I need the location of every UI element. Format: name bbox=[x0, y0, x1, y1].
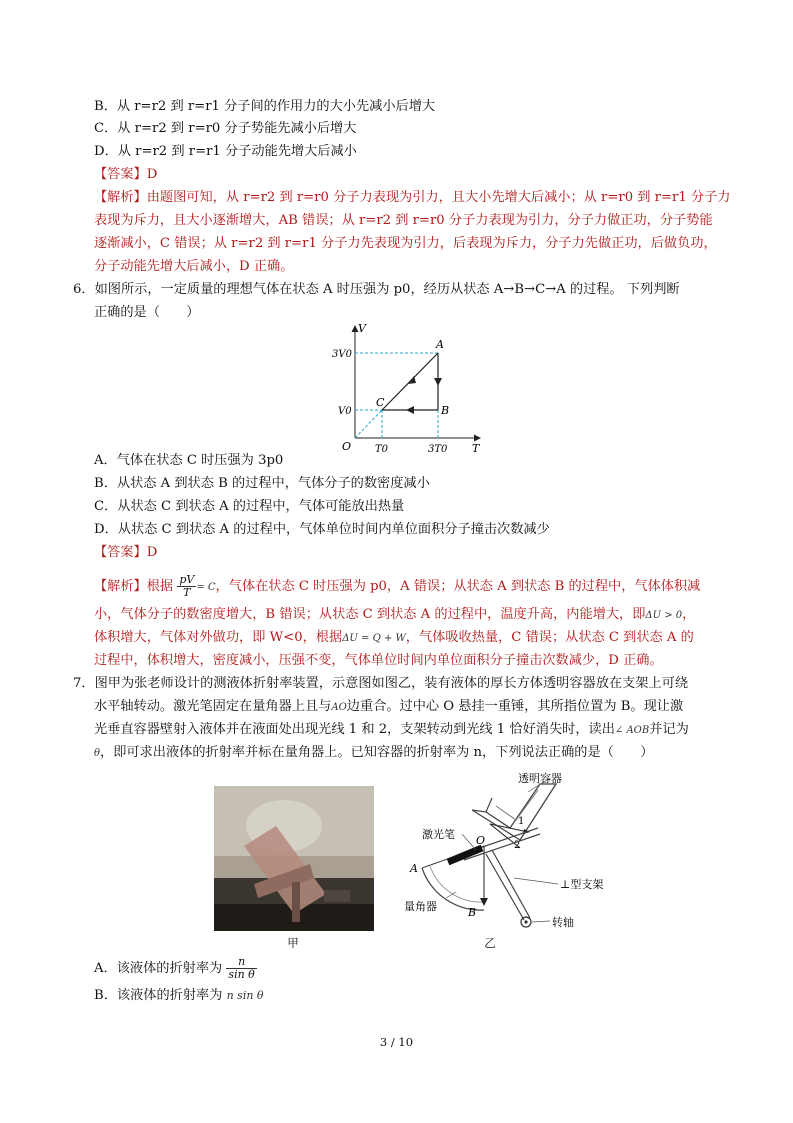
label-bracket: ⊥型支架 bbox=[560, 878, 604, 891]
q6-explanation-text-3b: ，气体吸收热量，C 错误；从状态 C 到状态 A 的 bbox=[405, 630, 694, 645]
q5-option-b: B．从 r=r2 到 r=r1 分子间的作用力的大小先减小后增大 bbox=[94, 99, 436, 114]
q5-explanation-text-1: 由题图可知，从 r=r2 到 r=r0 分子力表现为引力，且大小先增大后减小；从 r=r0 到 r=r1 分子力 bbox=[146, 190, 731, 205]
q5-explanation-line-3: 逐渐减小，C 错误；从 r=r2 到 r=r1 分子力先表现为引力，后表现为斥力，分子力先做正功，后做负功， bbox=[94, 236, 717, 251]
container-left-wall bbox=[472, 798, 492, 812]
caption-figure-b: 乙 bbox=[484, 936, 496, 950]
q7-stem-line-1: 7．图甲为张老师设计的测液体折射率装置，示意图如图乙，装有液体的厚长方体透明容器放在支架上可绕 bbox=[73, 676, 689, 691]
point-b-label: B bbox=[441, 404, 450, 417]
caption-figure-a: 甲 bbox=[287, 936, 299, 950]
schematic-diagram bbox=[400, 770, 620, 935]
arrow-a-to-b bbox=[434, 378, 442, 386]
q6-explanation-text-3a: 体积增大，气体对外做功，即 W<0，根据 bbox=[94, 630, 343, 645]
guide-origin-line bbox=[355, 410, 382, 438]
container-inner bbox=[496, 790, 538, 820]
q6-explanation-text-2a: 小，气体分子的数密度增大，B 错误；从状态 C 到状态 A 的过程中，温度升高，内能增大，即 bbox=[94, 607, 646, 622]
v-axis-label: V bbox=[358, 322, 366, 335]
ray-2-label: 2 bbox=[514, 840, 521, 851]
q6-explanation-line-2 bbox=[94, 606, 695, 625]
q6-option-b: B．从状态 A 到状态 B 的过程中，气体分子的数密度减小 bbox=[94, 476, 430, 491]
arrow-b-to-c bbox=[406, 406, 414, 414]
symbol-theta: θ bbox=[94, 748, 101, 759]
q7-stem-text-4: ，即可求出液体的折射率并标在量角器上。已知容器的折射率为 n，下列说法正确的是（ ） bbox=[100, 745, 654, 760]
ideal-gas-fraction bbox=[177, 574, 196, 599]
tick-v0: V0 bbox=[338, 406, 352, 417]
formula-first-law: ΔU = Q + W bbox=[342, 633, 406, 644]
q6-explanation-line-4: 过程中，体积增大，密度减小，压强不变，气体单位时间内单位面积分子撞击次数减少，D 正确。 bbox=[94, 653, 663, 668]
photo-apparatus bbox=[214, 786, 374, 931]
q5-explanation-line-1 bbox=[94, 189, 730, 207]
q7-option-a-numerator: n bbox=[226, 956, 256, 969]
axle-center bbox=[524, 920, 527, 923]
q5-explanation-line-4: 分子动能先增大后减小，D 正确。 bbox=[94, 259, 294, 274]
q7-stem-text-2a: 水平轴转动。激光笔固定在量角器上且与 bbox=[94, 699, 332, 714]
q5-option-c: C．从 r=r2 到 r=r0 分子势能先减小后增大 bbox=[94, 121, 357, 136]
leader-axle bbox=[532, 921, 550, 922]
q7-stem-text-2b: 边重合。过中心 O 悬挂一重锤，其所指位置为 B。现让激 bbox=[346, 699, 684, 714]
ray-1-label: 1 bbox=[518, 816, 525, 827]
q6-stem-line-1: 6．如图所示，一定质量的理想气体在状态 A 时压强为 p0，经历从状态 A→B→C→A 的过程。 下列判断 bbox=[73, 282, 680, 297]
bracket-leg-2 bbox=[492, 850, 530, 918]
q7-stem-text-3a: 光垂直容器壁射入液体并在液面处出现光线 1 和 2，支架转动到光线 1 恰好消失时，读出 bbox=[94, 722, 615, 737]
symbol-angle-aob: ∠ AOB bbox=[614, 725, 650, 736]
t-axis-label: T bbox=[472, 442, 480, 455]
q7-option-a-denominator: sin θ bbox=[228, 968, 255, 981]
label-axle: 转轴 bbox=[552, 916, 574, 929]
q5-option-d: D．从 r=r2 到 r=r1 分子动能先增大后减小 bbox=[94, 144, 357, 159]
protractor-inner-arc bbox=[430, 866, 484, 902]
label-o: O bbox=[476, 834, 486, 847]
q7-option-b bbox=[94, 987, 264, 1005]
point-c-label: C bbox=[376, 396, 385, 409]
q6-option-d: D．从状态 C 到状态 A 的过程中，气体单位时间内单位面积分子撞击次数减少 bbox=[94, 522, 550, 537]
q5-explanation-line-2: 表现为斥力，且大小逐渐增大，AB 错误；从 r=r2 到 r=r0 分子力表现为引力，分子力做正功，分子势能 bbox=[94, 213, 713, 228]
q7-option-a-text: A．该液体的折射率为 bbox=[94, 961, 223, 976]
label-b: B bbox=[468, 906, 477, 919]
q6-explanation-text-1a: 根据 bbox=[146, 579, 174, 594]
q6-vt-graph bbox=[330, 320, 490, 460]
label-laser: 激光笔 bbox=[422, 828, 455, 841]
q7-option-a-fraction bbox=[226, 956, 256, 981]
label-a: A bbox=[410, 862, 418, 875]
q7-stem-line-3 bbox=[94, 721, 689, 740]
q6-explanation-tag: 【解析】 bbox=[94, 579, 147, 594]
label-protractor: 量角器 bbox=[404, 900, 437, 913]
leader-laser bbox=[462, 834, 476, 850]
q6-stem-line-2: 正确的是（ ） bbox=[94, 305, 200, 320]
symbol-ao: AO bbox=[331, 702, 347, 713]
label-container: 透明容器 bbox=[518, 772, 562, 785]
tick-3v0: 3V0 bbox=[332, 349, 352, 360]
point-a-label: A bbox=[436, 338, 444, 351]
q5-answer: 【答案】D bbox=[94, 167, 158, 182]
q7-stem-line-2 bbox=[94, 698, 683, 717]
leader-bracket bbox=[514, 878, 558, 884]
q7-option-a bbox=[94, 956, 257, 981]
formula-delta-u: ΔU > 0 bbox=[645, 610, 683, 621]
q6-answer: 【答案】D bbox=[94, 545, 158, 560]
tick-t0: T0 bbox=[375, 444, 389, 455]
page-number: 3 / 10 bbox=[379, 1035, 414, 1049]
origin-label: O bbox=[342, 440, 352, 453]
q6-explanation-line-3 bbox=[94, 629, 694, 648]
q6-option-a: A．气体在状态 C 时压强为 3p0 bbox=[94, 453, 284, 468]
q5-explanation-tag: 【解析】 bbox=[94, 190, 147, 205]
tick-3t0: 3T0 bbox=[428, 444, 448, 455]
q7-option-b-value: n sin θ bbox=[226, 989, 264, 1002]
q7-stem-text-3b: 并记为 bbox=[649, 722, 689, 737]
q6-explanation-text-1b: ，气体在状态 C 时压强为 p0，A 错误；从状态 A 到状态 B 的过程中，气体体积减 bbox=[215, 579, 701, 594]
fraction-numerator: pV bbox=[179, 573, 195, 586]
q7-option-b-text: B．该液体的折射率为 bbox=[94, 988, 223, 1003]
fraction-rhs: = C bbox=[196, 582, 216, 593]
q6-explanation-text-2b: ， bbox=[682, 607, 696, 622]
q6-explanation-line-1 bbox=[94, 574, 700, 599]
fraction-denominator: T bbox=[183, 586, 191, 599]
q6-option-c: C．从状态 C 到状态 A 的过程中，气体可能放出热量 bbox=[94, 499, 405, 514]
q7-stem-line-4 bbox=[94, 744, 653, 763]
bracket-leg bbox=[486, 854, 524, 920]
